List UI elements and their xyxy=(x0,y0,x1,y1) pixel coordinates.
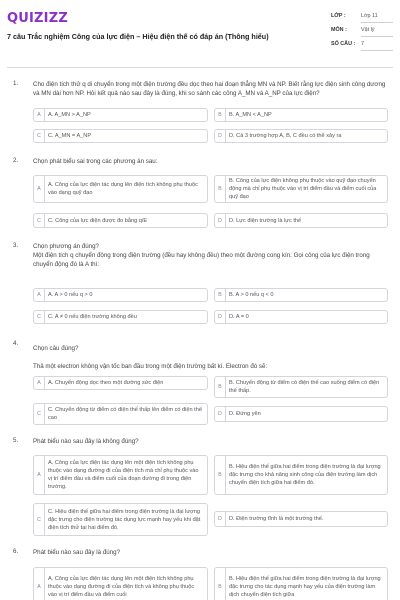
option-letter: B xyxy=(215,377,226,397)
class-row xyxy=(331,13,393,27)
option-text: D. Đứng yên xyxy=(229,411,261,417)
question-number: 6. xyxy=(13,548,19,555)
subject-label: MÔN : xyxy=(331,27,347,33)
option-text: A. A_MN > A_NP xyxy=(48,112,91,118)
option-letter: B xyxy=(215,289,226,301)
question-number: 1. xyxy=(13,80,19,87)
header-divider xyxy=(7,67,393,68)
option-letter: C xyxy=(34,311,45,323)
option-letter: A xyxy=(34,109,45,121)
option-c[interactable] xyxy=(33,403,208,425)
option-text: B. Chuyển động từ điểm có điện thế cao xuống điểm có điện thế thấp. xyxy=(229,380,380,394)
option-letter: A xyxy=(34,289,45,301)
question-1 xyxy=(0,80,400,150)
option-text: A. Công của lực điện tác dụng lên một điện tích không phụ thuộc vào dạng đường đi của điện tích mà chỉ phụ thuộc vào vị trí điểm đầu và điểm cuối của đoạn đường đi trong điện trường. xyxy=(48,460,199,490)
option-d[interactable] xyxy=(214,213,388,228)
option-d[interactable] xyxy=(214,511,388,527)
option-a[interactable] xyxy=(33,376,208,390)
option-a[interactable] xyxy=(33,288,208,302)
option-c[interactable] xyxy=(33,310,208,324)
option-letter: C xyxy=(34,504,45,535)
option-letter: B xyxy=(215,109,226,121)
option-letter: D xyxy=(215,214,226,227)
count-value: 7 xyxy=(361,41,393,51)
subject-row xyxy=(331,27,393,41)
option-text: B. Hiệu điện thế giữa hai điểm trong điện trường là đại lượng đặc trưng cho tác dụng mạnh hay yếu của điện trường làm dịch chuyển điện tích giữa xyxy=(229,576,381,598)
option-c[interactable] xyxy=(33,129,208,143)
option-letter: C xyxy=(34,214,45,227)
option-letter: B xyxy=(215,176,226,202)
option-text: C. Công của lực điện được đo bằng q/E xyxy=(48,217,148,224)
question-text: Chọn phát biểu sai trong các phương án sau: xyxy=(33,158,158,165)
option-text: A. Công của lực điện tác dụng lên điện tích không phụ thuộc vào dạng quỹ đạo xyxy=(48,182,198,196)
question-text: Chọn câu đúng? Thả một electron không vận tốc ban đầu trong một điện trường bất kì. Electron đó sẽ: xyxy=(33,345,268,370)
option-text: D. Cả 3 trường hợp A, B, C đều có thể xảy ra xyxy=(229,133,342,139)
class-value: Lớp 11 xyxy=(361,13,393,23)
option-text: C. Hiệu điện thế giữa hai điểm trong điện trường là đại lượng đặc trưng cho điện trường tác dụng lực mạnh hay yếu khi đặt điện tích thử tại hai điểm đó. xyxy=(48,508,201,531)
question-5 xyxy=(0,437,400,542)
option-text: B. Công của lực điện không phụ thuộc vào quỹ đạo chuyển động mà chỉ phụ thuộc vào vị trí điểm đầu và điểm cuối của quỹ đạo xyxy=(229,178,377,200)
class-label: LỚP : xyxy=(331,13,346,19)
option-a[interactable] xyxy=(33,108,208,122)
header xyxy=(0,0,400,66)
option-c[interactable] xyxy=(33,213,208,228)
option-b[interactable] xyxy=(214,567,388,600)
option-text: B. Hiệu điện thế giữa hai điểm trong điện trường là đại lượng đặc trưng cho khả năng sinh công của điện trường làm dịch chuyển điện tích giữa hai điểm đó. xyxy=(229,464,381,486)
option-b[interactable] xyxy=(214,455,388,495)
option-a[interactable] xyxy=(33,175,208,203)
option-text: A. Chuyển động dọc theo một đường sức điện xyxy=(48,380,164,386)
option-text: D. A = 0 xyxy=(229,314,249,320)
option-b[interactable] xyxy=(214,376,388,398)
option-letter: D xyxy=(215,407,226,421)
option-text: A. A > 0 nếu q > 0 xyxy=(48,292,93,298)
option-letter: A xyxy=(34,456,45,494)
question-text: Chọn phương án đúng? Một điện tích q chuyển động trong điện trường (đều hay không đều) theo một đường cong kín. Gọi công của lực điện trong chuyển động đó là A thì: xyxy=(33,243,370,268)
question-text: Cho điện tích thử q di chuyển trong một điện trường đều dọc theo hai đoạn thẳng MN và NP. Biết rằng lực điện sinh công dương và MN dài hơn NP. Hỏi kết quả nào sau đây là đúng, khi so sánh các công A_MN và A_NP của lực điện? xyxy=(33,81,386,97)
question-6 xyxy=(0,548,400,600)
option-text: B. A > 0 nếu q < 0 xyxy=(229,292,274,298)
question-number: 2. xyxy=(13,157,19,164)
question-3 xyxy=(0,242,400,332)
question-2 xyxy=(0,157,400,237)
option-text: D. Điện trường tĩnh là một trường thế. xyxy=(229,516,324,522)
count-label: SỐ CÂU : xyxy=(331,41,356,47)
option-text: A. Công của lực điện tác dụng lên một điện tích không phụ thuộc vào dạng đường đi của điện tích và không phụ thuộc vào vị trí điểm đầu và điểm cuối xyxy=(48,576,195,598)
option-letter: B xyxy=(215,568,226,600)
option-letter: D xyxy=(215,130,226,142)
option-d[interactable] xyxy=(214,310,388,324)
option-text: C. A_MN = A_NP xyxy=(48,133,92,139)
option-b[interactable] xyxy=(214,288,388,302)
question-text: Phát biểu nào sau đây là không đúng? xyxy=(33,438,139,445)
meta-panel xyxy=(331,13,393,55)
option-letter: A xyxy=(34,568,45,600)
option-letter: D xyxy=(215,311,226,323)
question-4 xyxy=(0,340,400,435)
option-letter: A xyxy=(34,377,45,389)
option-text: C. A ≠ 0 nếu điện trường không đều xyxy=(48,314,137,320)
option-letter: A xyxy=(34,176,45,202)
option-letter: D xyxy=(215,512,226,526)
option-text: C. Chuyển động từ điểm có điện thế thấp lên điểm có điện thế cao xyxy=(48,407,202,421)
option-b[interactable] xyxy=(214,108,388,122)
page-title: 7 câu Trắc nghiệm Công của lực điện – Hiệu điện thế có đáp án (Thông hiểu) xyxy=(7,32,269,41)
question-number: 5. xyxy=(13,437,19,444)
option-d[interactable] xyxy=(214,406,388,422)
subject-value: Vật lý xyxy=(361,27,393,37)
option-letter: C xyxy=(34,404,45,424)
quizizz-logo[interactable]: QUIZIZZ xyxy=(7,11,68,26)
option-a[interactable] xyxy=(33,567,208,600)
question-text: Phát biểu nào sau đây là đúng? xyxy=(33,549,121,556)
option-b[interactable] xyxy=(214,175,388,203)
question-number: 3. xyxy=(13,242,19,249)
option-a[interactable] xyxy=(33,455,208,495)
option-d[interactable] xyxy=(214,129,388,143)
option-c[interactable] xyxy=(33,503,208,536)
option-letter: B xyxy=(215,456,226,494)
option-letter: C xyxy=(34,130,45,142)
question-number: 4. xyxy=(13,340,19,347)
count-row xyxy=(331,41,393,55)
option-text: D. Lực điện trường là lực thế xyxy=(229,217,302,224)
option-text: B. A_MN < A_NP xyxy=(229,112,272,118)
